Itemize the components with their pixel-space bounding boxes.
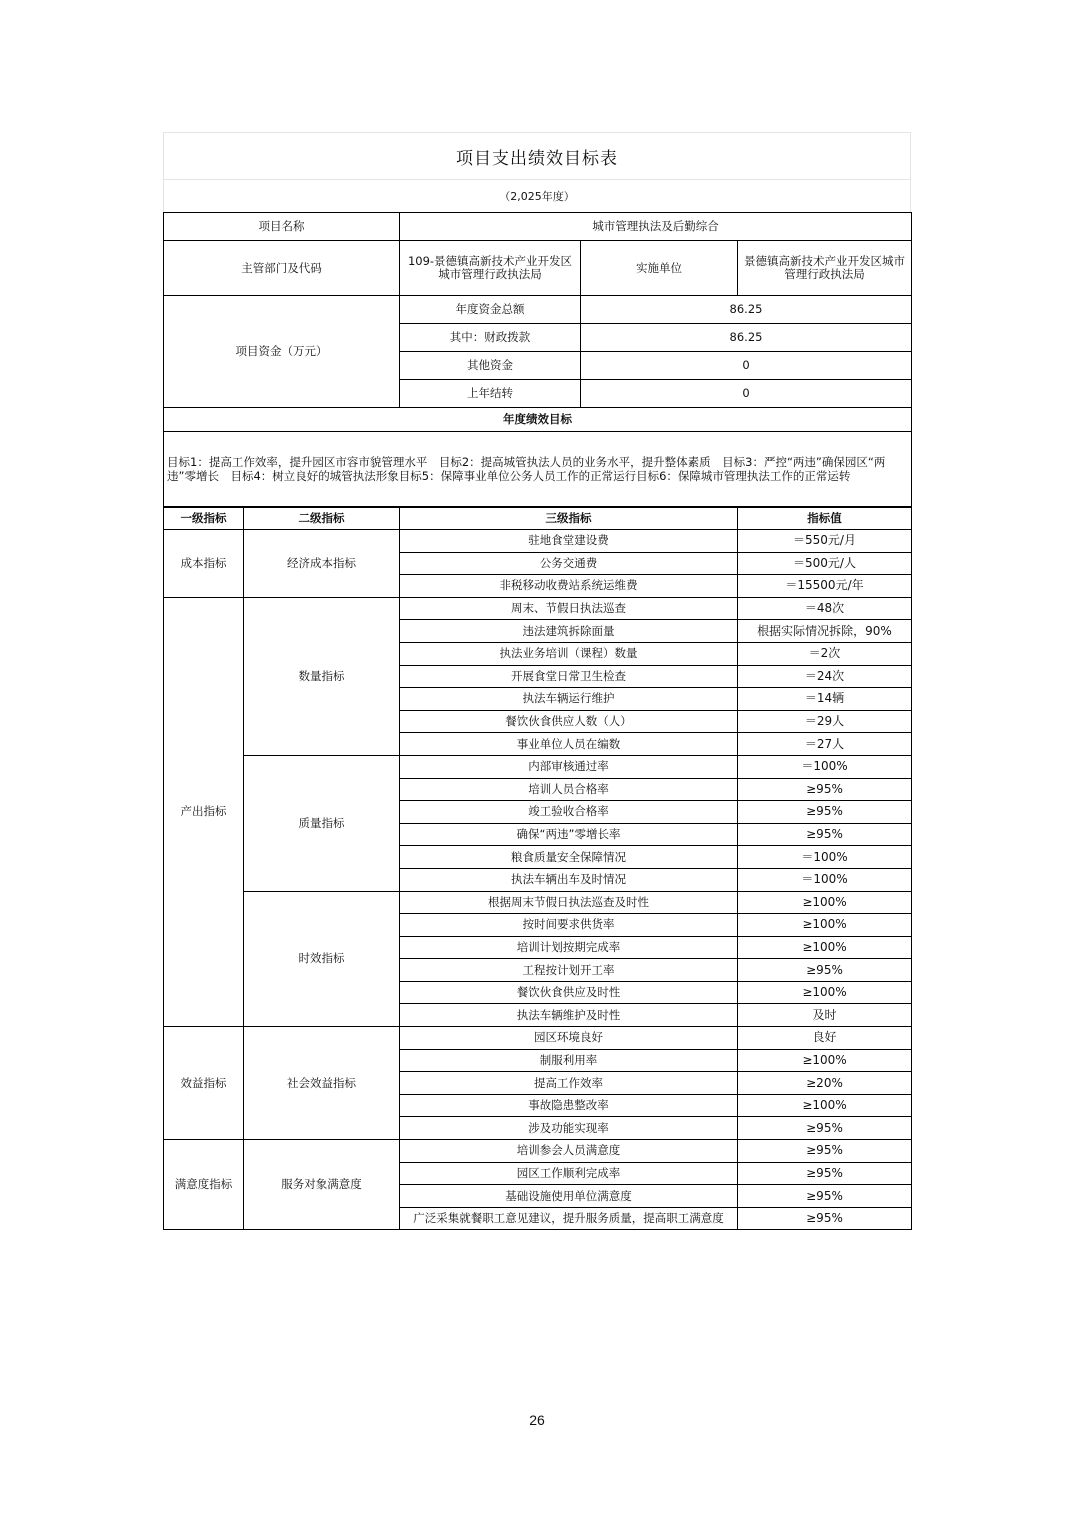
level1-indicator: 效益指标 bbox=[164, 1027, 244, 1140]
dept-value: 109-景德镇高新技术产业开发区城市管理行政执法局 bbox=[400, 241, 581, 296]
level3-indicator: 违法建筑拆除面量 bbox=[400, 620, 738, 643]
indicator-value: 根据实际情况拆除，90% bbox=[738, 620, 912, 643]
indicator-value: ≥95% bbox=[738, 959, 912, 982]
indicator-value: ≥100% bbox=[738, 1094, 912, 1117]
header-level1: 一级指标 bbox=[164, 508, 244, 530]
level3-indicator: 涉及功能实现率 bbox=[400, 1117, 738, 1140]
level3-indicator: 根据周末节假日执法巡查及时性 bbox=[400, 891, 738, 914]
impl-value: 景德镇高新技术产业开发区城市管理行政执法局 bbox=[738, 241, 912, 296]
indicator-value: ＝100% bbox=[738, 846, 912, 869]
indicator-value: ≥95% bbox=[738, 1162, 912, 1185]
indicator-value: ≥95% bbox=[738, 1117, 912, 1140]
level3-indicator: 广泛采集就餐职工意见建议，提升服务质量，提高职工满意度 bbox=[400, 1207, 738, 1230]
indicator-value: ≥95% bbox=[738, 1207, 912, 1230]
level3-indicator: 内部审核通过率 bbox=[400, 755, 738, 778]
level2-indicator: 时效指标 bbox=[244, 891, 400, 1027]
indicator-row bbox=[164, 891, 912, 914]
indicator-row bbox=[164, 597, 912, 620]
level3-indicator: 驻地食堂建设费 bbox=[400, 530, 738, 553]
indicator-value: ＝550元/月 bbox=[738, 530, 912, 553]
fund-label: 其他资金 bbox=[400, 352, 581, 380]
indicator-row bbox=[164, 755, 912, 778]
level3-indicator: 园区环境良好 bbox=[400, 1027, 738, 1050]
project-name-value: 城市管理执法及后勤综合 bbox=[400, 213, 912, 241]
level3-indicator: 培训计划按期完成率 bbox=[400, 936, 738, 959]
annual-goals-text: 目标1：提高工作效率，提升园区市容市貌管理水平 目标2：提高城管执法人员的业务水平，提升整体素质 目标3：严控“两违”确保园区“两违”零增长 目标4：树立良好的城管执法形象目标5：保障事业单位公务人员工作的正常运行目标6：保障城市管理执法工作的正常运转 bbox=[164, 432, 912, 507]
level2-indicator: 服务对象满意度 bbox=[244, 1140, 400, 1230]
performance-target-sheet bbox=[163, 132, 911, 1230]
page-title: 项目支出绩效目标表 bbox=[163, 132, 911, 179]
page-number: 26 bbox=[529, 1412, 545, 1428]
indicator-value: ≥100% bbox=[738, 1049, 912, 1072]
indicator-value: ＝15500元/年 bbox=[738, 575, 912, 598]
level3-indicator: 周末、节假日执法巡查 bbox=[400, 597, 738, 620]
info-table bbox=[163, 212, 912, 507]
fiscal-year: （2,025年度） bbox=[163, 179, 911, 212]
indicator-value: ＝24次 bbox=[738, 665, 912, 688]
indicator-value: ≥100% bbox=[738, 936, 912, 959]
indicator-value: 良好 bbox=[738, 1027, 912, 1050]
indicator-value: ＝27人 bbox=[738, 733, 912, 756]
indicator-value: ＝48次 bbox=[738, 597, 912, 620]
indicator-value: ≥100% bbox=[738, 891, 912, 914]
level1-indicator: 成本指标 bbox=[164, 530, 244, 598]
impl-label: 实施单位 bbox=[581, 241, 738, 296]
level2-indicator: 社会效益指标 bbox=[244, 1027, 400, 1140]
level3-indicator: 工程按计划开工率 bbox=[400, 959, 738, 982]
indicator-value: ≥100% bbox=[738, 914, 912, 937]
project-name-label: 项目名称 bbox=[164, 213, 400, 241]
indicator-value: ≥20% bbox=[738, 1072, 912, 1095]
indicator-value: ＝100% bbox=[738, 868, 912, 891]
level3-indicator: 执法业务培训（课程）数量 bbox=[400, 642, 738, 665]
indicator-value: ＝14辆 bbox=[738, 688, 912, 711]
level3-indicator: 执法车辆出车及时情况 bbox=[400, 868, 738, 891]
indicator-value: ＝500元/人 bbox=[738, 552, 912, 575]
annual-goals-label: 年度绩效目标 bbox=[164, 408, 912, 432]
indicator-value: ≥95% bbox=[738, 778, 912, 801]
level3-indicator: 开展食堂日常卫生检查 bbox=[400, 665, 738, 688]
indicator-value: ≥100% bbox=[738, 981, 912, 1004]
level2-indicator: 经济成本指标 bbox=[244, 530, 400, 598]
level2-indicator: 质量指标 bbox=[244, 755, 400, 891]
level3-indicator: 按时间要求供货率 bbox=[400, 914, 738, 937]
indicator-table bbox=[163, 507, 912, 1230]
level2-indicator: 数量指标 bbox=[244, 597, 400, 755]
header-value: 指标值 bbox=[738, 508, 912, 530]
indicator-value: ≥95% bbox=[738, 1185, 912, 1208]
level3-indicator: 制服利用率 bbox=[400, 1049, 738, 1072]
level3-indicator: 公务交通费 bbox=[400, 552, 738, 575]
level3-indicator: 竣工验收合格率 bbox=[400, 801, 738, 824]
fund-label: 其中：财政拨款 bbox=[400, 324, 581, 352]
level3-indicator: 培训人员合格率 bbox=[400, 778, 738, 801]
indicator-value: ≥95% bbox=[738, 801, 912, 824]
level1-indicator: 满意度指标 bbox=[164, 1140, 244, 1230]
header-level3: 三级指标 bbox=[400, 508, 738, 530]
level3-indicator: 事故隐患整改率 bbox=[400, 1094, 738, 1117]
indicator-value: 及时 bbox=[738, 1004, 912, 1027]
level3-indicator: 执法车辆维护及时性 bbox=[400, 1004, 738, 1027]
level1-indicator: 产出指标 bbox=[164, 597, 244, 1026]
fund-label: 年度资金总额 bbox=[400, 296, 581, 324]
level3-indicator: 确保“两违”零增长率 bbox=[400, 823, 738, 846]
indicator-value: ≥95% bbox=[738, 1140, 912, 1163]
level3-indicator: 培训参会人员满意度 bbox=[400, 1140, 738, 1163]
dept-label: 主管部门及代码 bbox=[164, 241, 400, 296]
indicator-value: ＝29人 bbox=[738, 710, 912, 733]
level3-indicator: 基础设施使用单位满意度 bbox=[400, 1185, 738, 1208]
fund-value: 0 bbox=[581, 352, 912, 380]
indicator-value: ≥95% bbox=[738, 823, 912, 846]
indicator-value: ＝100% bbox=[738, 755, 912, 778]
fund-value: 0 bbox=[581, 380, 912, 408]
fund-value: 86.25 bbox=[581, 324, 912, 352]
level3-indicator: 提高工作效率 bbox=[400, 1072, 738, 1095]
indicator-row bbox=[164, 1140, 912, 1163]
level3-indicator: 执法车辆运行维护 bbox=[400, 688, 738, 711]
indicator-row bbox=[164, 530, 912, 553]
level3-indicator: 餐饮伙食供应人数（人） bbox=[400, 710, 738, 733]
level3-indicator: 非税移动收费站系统运维费 bbox=[400, 575, 738, 598]
level3-indicator: 事业单位人员在编数 bbox=[400, 733, 738, 756]
level3-indicator: 粮食质量安全保障情况 bbox=[400, 846, 738, 869]
funds-label: 项目资金（万元） bbox=[164, 296, 400, 408]
fund-label: 上年结转 bbox=[400, 380, 581, 408]
level3-indicator: 园区工作顺利完成率 bbox=[400, 1162, 738, 1185]
header-level2: 二级指标 bbox=[244, 508, 400, 530]
indicator-value: ＝2次 bbox=[738, 642, 912, 665]
fund-value: 86.25 bbox=[581, 296, 912, 324]
indicator-row bbox=[164, 1027, 912, 1050]
level3-indicator: 餐饮伙食供应及时性 bbox=[400, 981, 738, 1004]
